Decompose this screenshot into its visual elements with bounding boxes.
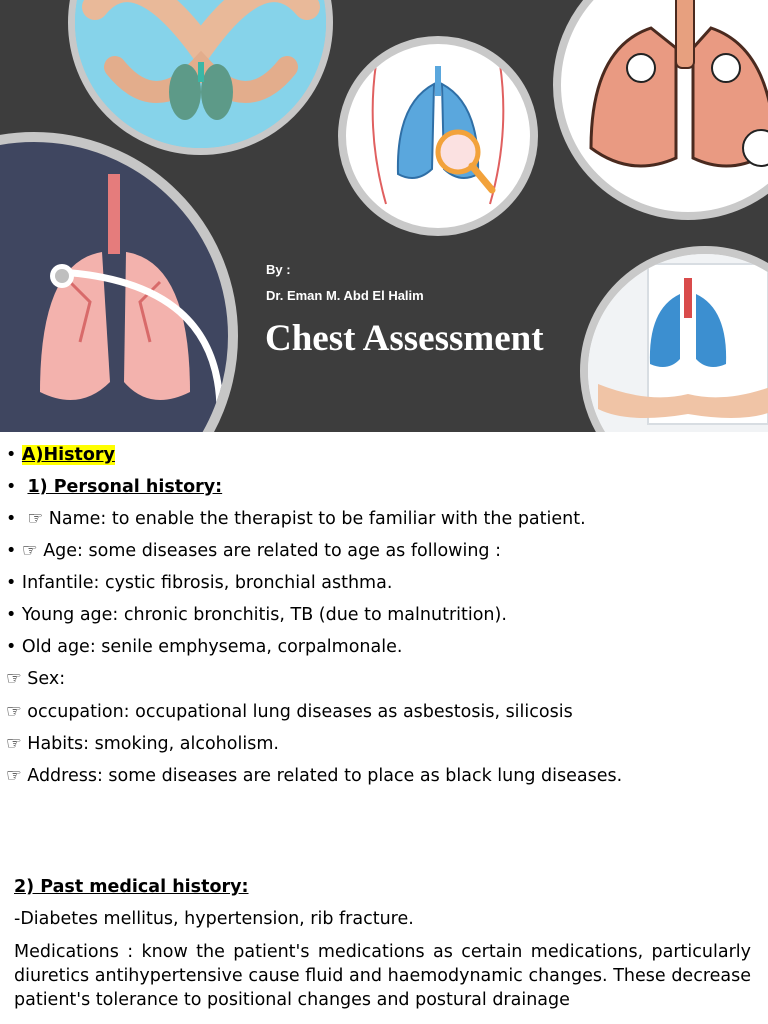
bullet: • — [6, 477, 17, 497]
medications-paragraph: Medications : know the patient's medications as certain medications, particularly diuretics antihypertensive cause fluid and haemodynamic changes. These decrease patient's tolerance to positional changes and postural drainage — [14, 942, 751, 1010]
list-item-text: Address: some diseases are related to place as black lung diseases. — [27, 766, 623, 786]
pointer-icon: ☞ — [6, 702, 22, 722]
list-item-text: Habits: smoking, alcoholism. — [27, 734, 279, 754]
by-label: By : — [266, 262, 291, 277]
list-item — [6, 636, 402, 658]
list-item-text: occupation: occupational lung diseases as asbestosis, silicosis — [27, 702, 573, 722]
list-item — [6, 540, 501, 562]
past-history-heading-line — [14, 876, 249, 898]
pointer-icon: ☞ — [6, 766, 22, 786]
list-item — [6, 733, 279, 755]
title-slide — [0, 0, 768, 432]
bullet: • — [6, 605, 17, 625]
list-item — [6, 701, 573, 723]
list-item — [6, 668, 65, 690]
list-item-text: Age: some diseases are related to age as following : — [43, 541, 501, 561]
list-item-text: Young age: chronic bronchitis, TB (due to malnutrition). — [21, 605, 507, 625]
bullet: • — [6, 637, 17, 657]
bullet: • — [6, 573, 17, 593]
bullet: • — [6, 541, 17, 561]
pointer-icon: ☞ — [6, 734, 22, 754]
author-name: Dr. Eman M. Abd El Halim — [266, 288, 424, 303]
history-heading-line — [6, 444, 115, 466]
pointer-icon: ☞ — [27, 509, 44, 529]
past-history-heading: 2) Past medical history: — [14, 877, 249, 897]
list-item — [6, 572, 392, 594]
list-item-text: Sex: — [27, 669, 66, 689]
list-item-text: Old age: senile emphysema, corpalmonale. — [21, 637, 403, 657]
personal-history-heading: 1) Personal history: — [27, 477, 223, 497]
page-title: Chest Assessment — [265, 318, 544, 359]
pointer-icon: ☞ — [21, 541, 38, 561]
past-history-text: -Diabetes mellitus, hypertension, rib fracture. — [14, 909, 414, 929]
personal-heading-line — [6, 476, 222, 498]
list-item — [6, 604, 507, 626]
hands-heart-lungs-image — [68, 0, 333, 155]
lungs-stethoscope-image — [0, 132, 238, 432]
history-heading: A)History — [21, 445, 115, 465]
list-item-text: Name: to enable the therapist to be familiar with the patient. — [48, 509, 586, 529]
past-history-line — [14, 908, 414, 930]
bullet: • — [6, 445, 17, 465]
list-item — [6, 508, 586, 530]
lungs-magnifier-image — [338, 36, 538, 236]
list-item — [6, 765, 622, 787]
list-item-text: Infantile: cystic fibrosis, bronchial asthma. — [21, 573, 393, 593]
doctor-holding-lungs-image — [580, 246, 768, 432]
bullet: • — [6, 509, 17, 529]
cartoon-lungs-image — [553, 0, 768, 220]
pointer-icon: ☞ — [6, 669, 22, 689]
